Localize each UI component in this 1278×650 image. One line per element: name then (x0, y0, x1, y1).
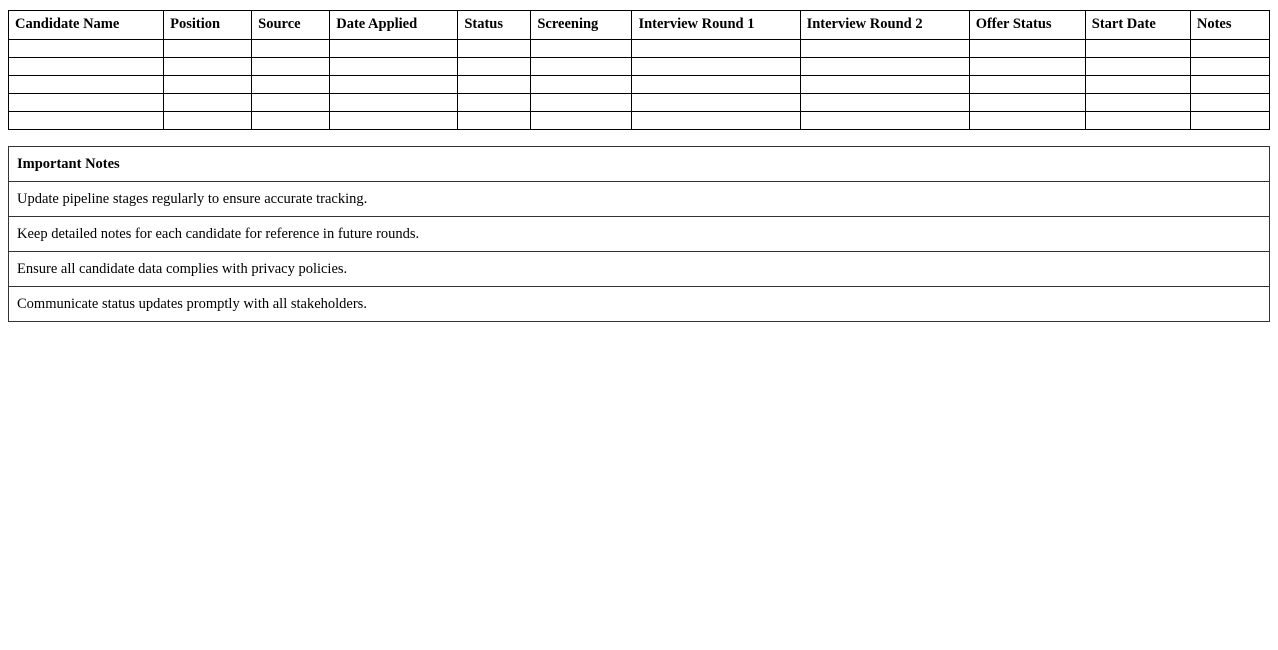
important-notes-table (8, 146, 1270, 322)
cell-start-date[interactable] (1085, 94, 1190, 112)
cell-source[interactable] (252, 40, 330, 58)
cell-candidate-name[interactable] (9, 40, 164, 58)
cell-interview-round-1[interactable] (632, 94, 800, 112)
cell-offer-status[interactable] (969, 94, 1085, 112)
cell-date-applied[interactable] (330, 112, 458, 130)
notes-header-label: Important Notes (9, 147, 1270, 182)
cell-source[interactable] (252, 76, 330, 94)
cell-position[interactable] (164, 112, 252, 130)
notes-row (9, 287, 1270, 322)
column-header-notes: Notes (1190, 11, 1269, 40)
cell-start-date[interactable] (1085, 112, 1190, 130)
cell-screening[interactable] (531, 76, 632, 94)
column-header-interview-round-2: Interview Round 2 (800, 11, 969, 40)
table-row[interactable] (9, 76, 1270, 94)
cell-candidate-name[interactable] (9, 112, 164, 130)
cell-position[interactable] (164, 58, 252, 76)
cell-source[interactable] (252, 58, 330, 76)
cell-interview-round-1[interactable] (632, 76, 800, 94)
cell-interview-round-2[interactable] (800, 94, 969, 112)
cell-offer-status[interactable] (969, 112, 1085, 130)
column-header-source: Source (252, 11, 330, 40)
cell-screening[interactable] (531, 58, 632, 76)
column-header-interview-round-1: Interview Round 1 (632, 11, 800, 40)
cell-candidate-name[interactable] (9, 76, 164, 94)
column-header-position: Position (164, 11, 252, 40)
cell-screening[interactable] (531, 40, 632, 58)
column-header-offer-status: Offer Status (969, 11, 1085, 40)
cell-date-applied[interactable] (330, 94, 458, 112)
cell-status[interactable] (458, 76, 531, 94)
cell-offer-status[interactable] (969, 58, 1085, 76)
table-row[interactable] (9, 94, 1270, 112)
note-item: Update pipeline stages regularly to ensure accurate tracking. (9, 182, 1270, 217)
candidate-pipeline-table (8, 10, 1270, 130)
column-header-candidate-name: Candidate Name (9, 11, 164, 40)
note-item: Communicate status updates promptly with all stakeholders. (9, 287, 1270, 322)
notes-row (9, 252, 1270, 287)
cell-status[interactable] (458, 94, 531, 112)
cell-date-applied[interactable] (330, 40, 458, 58)
cell-status[interactable] (458, 112, 531, 130)
notes-row (9, 182, 1270, 217)
cell-candidate-name[interactable] (9, 94, 164, 112)
cell-start-date[interactable] (1085, 40, 1190, 58)
cell-source[interactable] (252, 112, 330, 130)
table-header-row (9, 11, 1270, 40)
cell-interview-round-2[interactable] (800, 40, 969, 58)
notes-row (9, 217, 1270, 252)
cell-interview-round-2[interactable] (800, 58, 969, 76)
cell-source[interactable] (252, 94, 330, 112)
cell-interview-round-1[interactable] (632, 58, 800, 76)
cell-interview-round-2[interactable] (800, 76, 969, 94)
note-item: Keep detailed notes for each candidate for reference in future rounds. (9, 217, 1270, 252)
cell-position[interactable] (164, 40, 252, 58)
column-header-start-date: Start Date (1085, 11, 1190, 40)
table-row[interactable] (9, 112, 1270, 130)
column-header-screening: Screening (531, 11, 632, 40)
cell-notes[interactable] (1190, 40, 1269, 58)
cell-date-applied[interactable] (330, 58, 458, 76)
cell-interview-round-1[interactable] (632, 112, 800, 130)
cell-screening[interactable] (531, 112, 632, 130)
cell-date-applied[interactable] (330, 76, 458, 94)
cell-position[interactable] (164, 76, 252, 94)
table-row[interactable] (9, 40, 1270, 58)
cell-candidate-name[interactable] (9, 58, 164, 76)
column-header-date-applied: Date Applied (330, 11, 458, 40)
note-item: Ensure all candidate data complies with privacy policies. (9, 252, 1270, 287)
cell-status[interactable] (458, 40, 531, 58)
cell-notes[interactable] (1190, 94, 1269, 112)
cell-start-date[interactable] (1085, 76, 1190, 94)
cell-position[interactable] (164, 94, 252, 112)
table-row[interactable] (9, 58, 1270, 76)
cell-interview-round-1[interactable] (632, 40, 800, 58)
cell-offer-status[interactable] (969, 40, 1085, 58)
cell-notes[interactable] (1190, 112, 1269, 130)
cell-screening[interactable] (531, 94, 632, 112)
cell-start-date[interactable] (1085, 58, 1190, 76)
cell-notes[interactable] (1190, 76, 1269, 94)
notes-header-row (9, 147, 1270, 182)
column-header-status: Status (458, 11, 531, 40)
cell-interview-round-2[interactable] (800, 112, 969, 130)
cell-offer-status[interactable] (969, 76, 1085, 94)
cell-status[interactable] (458, 58, 531, 76)
cell-notes[interactable] (1190, 58, 1269, 76)
